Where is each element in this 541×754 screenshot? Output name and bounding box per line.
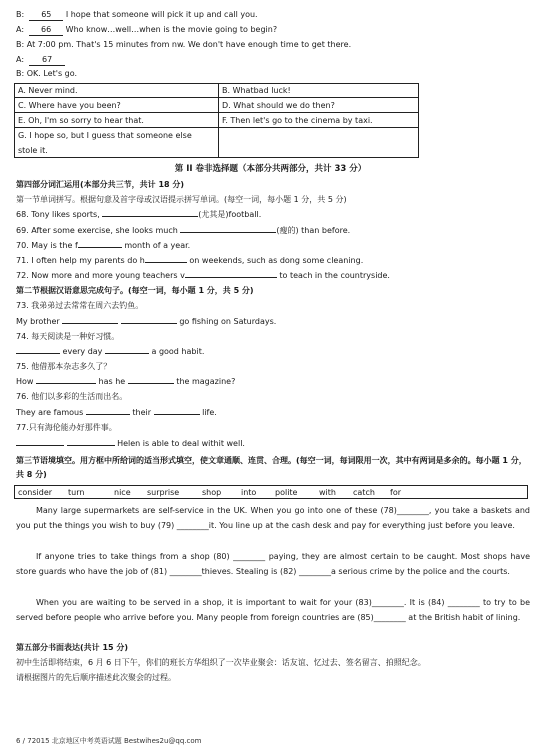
word-8: catch — [353, 488, 375, 497]
answer-blank-75a[interactable] — [36, 383, 96, 384]
answer-blank-66[interactable]: 66 — [29, 24, 63, 36]
answer-blank-76b[interactable] — [154, 414, 200, 415]
word-2: nice — [114, 488, 131, 497]
question-71: 71. I often help my parents do h on weekends, such as dong some cleaning. — [16, 256, 364, 265]
word-9: for — [390, 488, 401, 497]
word-6: polite — [275, 488, 298, 497]
answer-blank-67[interactable]: 67 — [29, 54, 65, 66]
options-table — [14, 83, 419, 158]
answer-blank-73b[interactable] — [121, 323, 177, 324]
answer-blank-71[interactable] — [145, 262, 187, 263]
word-0: consider — [18, 488, 53, 497]
passage-paragraph-3: When you are waiting to be served in a shop, it is important to wait for your (83)________. It is (84) ________ to try to be served before people who arrive before you. Many people from foreign countries are (85)________ at the British habit of lining. — [16, 598, 530, 623]
question-76-en: They are famous their life. — [16, 408, 217, 417]
passage-paragraph-2: If anyone tries to take things from a shop (80) ________ paying, they are almost certain to be caught. Most shops have store guards who have the job of (81) ________thieves. Stealing is (82) ________a serious crime by the police and the courts. — [16, 552, 530, 577]
answer-blank-65[interactable]: 65 — [29, 9, 63, 21]
answer-blank-75b[interactable] — [128, 383, 174, 384]
option-a: A. Never mind. — [18, 86, 78, 95]
option-f: F. Then let's go to the cinema by taxi. — [222, 116, 373, 125]
page-footer: 6 / 72015 北京地区中考英语试题 Bestwihes2u@qq.com — [16, 737, 202, 745]
word-box — [14, 485, 528, 499]
sec2-title: 第二节根据汉语意思完成句子。(每空一词，每小题 1 分，共 5 分) — [16, 286, 254, 295]
question-68: 68. Tony likes sports, (尤其是)football. — [16, 210, 262, 219]
passage-paragraph-1: Many large supermarkets are self-service in the UK. When you go into one of these (78)________, you take a baskets and you put the things you wish to buy (79) ________it. You line up at the cash desk and pay for everything just before you leave. — [16, 506, 530, 531]
dialogue-line-65: B: 65 I hope that someone will pick it up and call you. — [16, 10, 258, 19]
question-69: 69. After some exercise, she looks much (瘦的) than before. — [16, 226, 351, 235]
answer-blank-77a[interactable] — [16, 445, 64, 446]
answer-blank-68[interactable] — [102, 216, 198, 217]
option-c: C. Where have you been? — [18, 101, 121, 110]
option-d: D. What should we do then? — [222, 101, 335, 110]
answer-blank-74a[interactable] — [16, 353, 60, 354]
question-74-cn: 74. 每天阅读是一种好习惯。 — [16, 332, 120, 341]
part5-text-1: 初中生活即将结束，6 月 6 日下午，你们的班长方华组织了一次毕业聚会：话友谊、忆过去、签名留言、拍照纪念。 — [16, 658, 426, 667]
answer-blank-69[interactable] — [180, 232, 276, 233]
question-72: 72. Now more and more young teachers v to teach in the countryside. — [16, 271, 390, 280]
question-70: 70. May is the f month of a year. — [16, 241, 191, 250]
question-77-en: Helen is able to deal withit well. — [16, 438, 527, 449]
answer-blank-77b[interactable] — [67, 445, 115, 446]
option-g-cont: stole it. — [18, 146, 48, 155]
question-75-en: How has he the magazine? — [16, 377, 236, 386]
word-4: shop — [202, 488, 222, 497]
word-1: turn — [68, 488, 85, 497]
dialogue-line-ok: B: OK. Let's go. — [16, 69, 78, 78]
option-e: E. Oh, I'm so sorry to hear that. — [18, 116, 144, 125]
answer-blank-76a[interactable] — [86, 414, 130, 415]
dialogue-line-67: A: 67 — [16, 54, 527, 66]
question-75-cn: 75. 他借那本杂志多久了？ — [16, 362, 112, 371]
dialogue-line-b: B: At 7:00 pm. That's 15 minutes from nw. We don't have enough time to get there. — [16, 40, 352, 49]
question-74-en: every day a good habit. — [16, 346, 527, 357]
answer-blank-73a[interactable] — [62, 323, 118, 324]
part5-title: 第五部分书面表达(共计 15 分) — [16, 643, 129, 652]
sec1-title: 第一节单词拼写。根据句意及首字母或汉语提示拼写单词。(每空一词，每小题 1 分，共 5 分) — [16, 195, 347, 204]
answer-blank-74b[interactable] — [105, 353, 149, 354]
sec3-title: 第三节语境填空。用方框中所给词的适当形式填空，使文章通顺、连贯、合理。(每空一词，每词限用一次，其中有两词是多余的。每小题 1 分，共 8 分) — [16, 456, 527, 479]
word-7: with — [319, 488, 336, 497]
question-73-en: My brother go fishing on Saturdays. — [16, 317, 277, 326]
part5-text-2: 请根据图片的先后顺序描述此次聚会的过程。 — [16, 673, 176, 682]
option-g: G. I hope so, but I guess that someone else — [18, 131, 192, 140]
word-5: into — [241, 488, 257, 497]
dialogue-line-66: A: 66 Who know…well…when is the movie going to begin? — [16, 25, 278, 34]
option-b: B. Whatbad luck! — [222, 86, 291, 95]
part2-title: 第 II 卷非选择题（本部分共两部分，共计 33 分） — [174, 164, 367, 174]
answer-blank-72[interactable] — [185, 277, 277, 278]
question-77-cn: 77.只有海伦能办好那件事。 — [16, 423, 117, 432]
part4-title: 第四部分词汇运用(本部分共三节，共计 18 分) — [16, 180, 185, 189]
question-73-cn: 73. 我弟弟过去常常在周六去钓鱼。 — [16, 301, 144, 310]
word-3: surprise — [147, 488, 180, 497]
answer-blank-70[interactable] — [78, 247, 122, 248]
question-76-cn: 76. 他们以多彩的生活而出名。 — [16, 392, 128, 401]
